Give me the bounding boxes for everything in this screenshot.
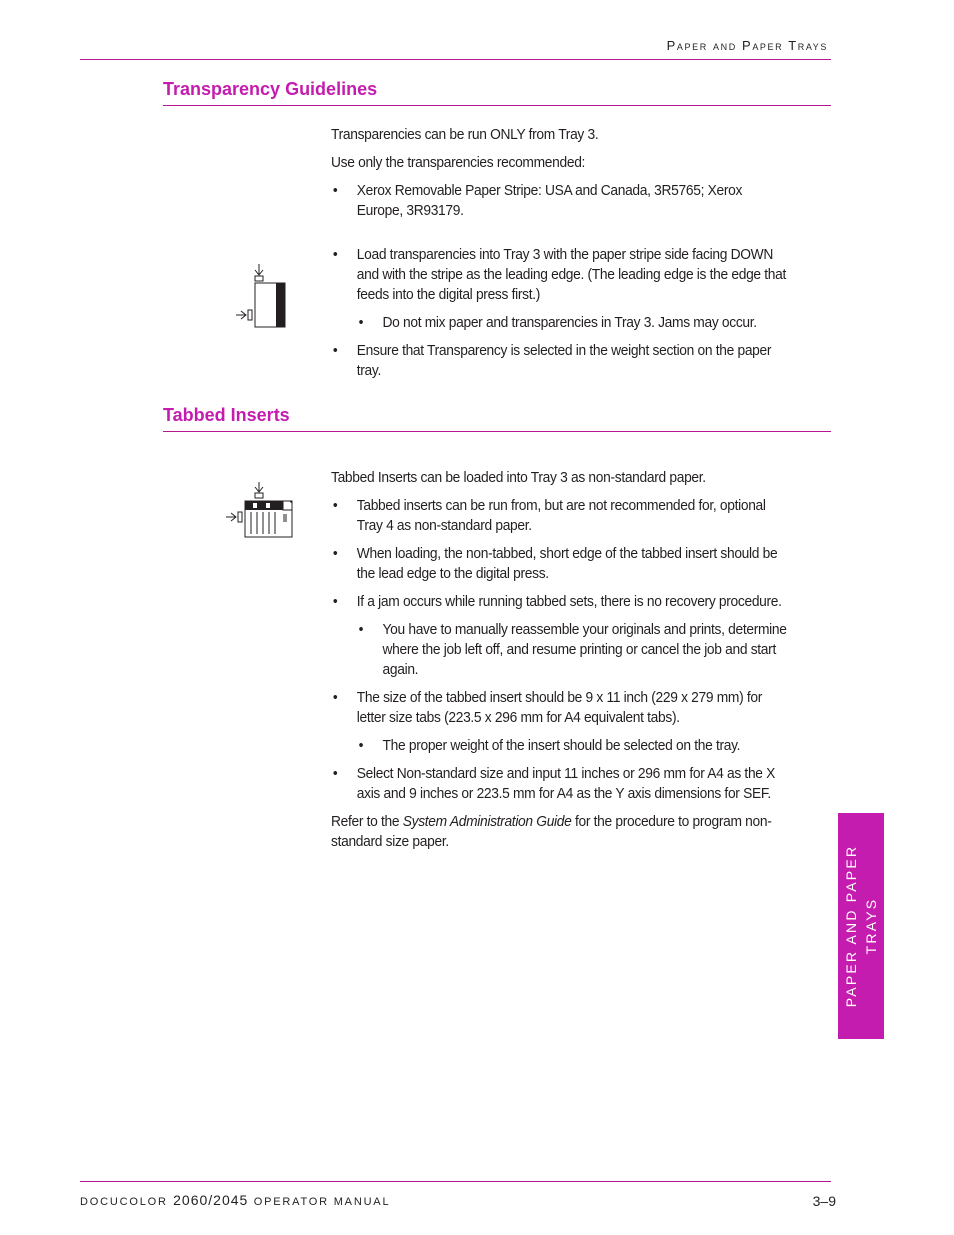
chapter-side-tab-label: PAPER AND PAPER TRAYS bbox=[843, 844, 879, 1008]
bullet-list bbox=[331, 688, 791, 728]
list-item: • Tabbed inserts can be run from, but are not recommended for, optional Tray 4 as non-standard paper. bbox=[331, 496, 791, 536]
section-title-tabbed-inserts: Tabbed Inserts bbox=[163, 405, 290, 425]
footer-rule bbox=[80, 1181, 831, 1182]
sub-bullet-list bbox=[331, 313, 791, 333]
transparency-load-icon bbox=[230, 262, 288, 330]
footer-manual-name: OPERATOR MANUAL bbox=[253, 1196, 391, 1208]
footer-manual-title bbox=[80, 1192, 390, 1208]
reference-paragraph bbox=[331, 812, 791, 852]
reference-suffix: for the procedure to program non-standard size paper. bbox=[331, 813, 772, 850]
paragraph: Tabbed Inserts can be loaded into Tray 3 as non-standard paper. bbox=[331, 469, 706, 486]
footer-models: 2060/2045 bbox=[173, 1192, 249, 1208]
tabbed-inserts-block bbox=[331, 468, 791, 860]
header-rule bbox=[80, 59, 831, 60]
bullet-list bbox=[331, 245, 791, 305]
list-item: • Ensure that Transparency is selected in the weight section on the paper tray. bbox=[331, 341, 791, 381]
list-item: • If a jam occurs while running tabbed sets, there is no recovery procedure. bbox=[331, 592, 791, 612]
page-number: 3–9 bbox=[812, 1193, 836, 1209]
list-item: • When loading, the non-tabbed, short edge of the tabbed insert should be the lead edge to the digital press. bbox=[331, 544, 791, 584]
running-header: Paper and Paper Trays bbox=[666, 38, 828, 53]
list-item: • Load transparencies into Tray 3 with the paper stripe side facing DOWN and with the stripe as the leading edge. (The leading edge is the edge that feeds into the digital press first.) bbox=[331, 245, 791, 305]
list-item: • Xerox Removable Paper Stripe: USA and Canada, 3R5765; Xerox Europe, 3R93179. bbox=[331, 181, 791, 221]
bullet-list bbox=[331, 764, 791, 804]
reference-prefix: Refer to the bbox=[331, 813, 403, 830]
bullet-list bbox=[331, 181, 791, 221]
section-rule-transparency bbox=[163, 105, 831, 106]
guide-title: System Administration Guide bbox=[402, 813, 572, 830]
chapter-side-tab bbox=[838, 813, 884, 1039]
list-item: • You have to manually reassemble your originals and prints, determine where the job left off, and resume printing or cancel the job and start again. bbox=[331, 620, 791, 680]
sub-bullet-list bbox=[331, 736, 791, 756]
section-title-transparency: Transparency Guidelines bbox=[163, 79, 378, 99]
sub-bullet-list bbox=[331, 620, 791, 680]
paragraph: Transparencies can be run ONLY from Tray 3. bbox=[331, 126, 599, 143]
transparency-block-1 bbox=[331, 125, 791, 229]
paragraph: Use only the transparencies recommended: bbox=[331, 154, 586, 171]
list-item: • Do not mix paper and transparencies in Tray 3. Jams may occur. bbox=[331, 313, 791, 333]
list-item: • The size of the tabbed insert should be 9 x 11 inch (229 x 279 mm) for letter size tabs (223.5 x 296 mm for A4 equivalent tabs). bbox=[331, 688, 791, 728]
footer-brand: DOCUCOLOR bbox=[80, 1196, 168, 1208]
tabbed-insert-load-icon bbox=[224, 480, 296, 540]
section-rule-tabbed-inserts bbox=[163, 431, 831, 432]
bullet-list bbox=[331, 341, 791, 381]
list-item: • Select Non-standard size and input 11 inches or 296 mm for A4 as the X axis and 9 inches or 223.5 mm for A4 as the Y axis dimensions for SEF. bbox=[331, 764, 791, 804]
list-item: • The proper weight of the insert should be selected on the tray. bbox=[331, 736, 791, 756]
bullet-list bbox=[331, 496, 791, 612]
transparency-block-2 bbox=[331, 245, 791, 389]
